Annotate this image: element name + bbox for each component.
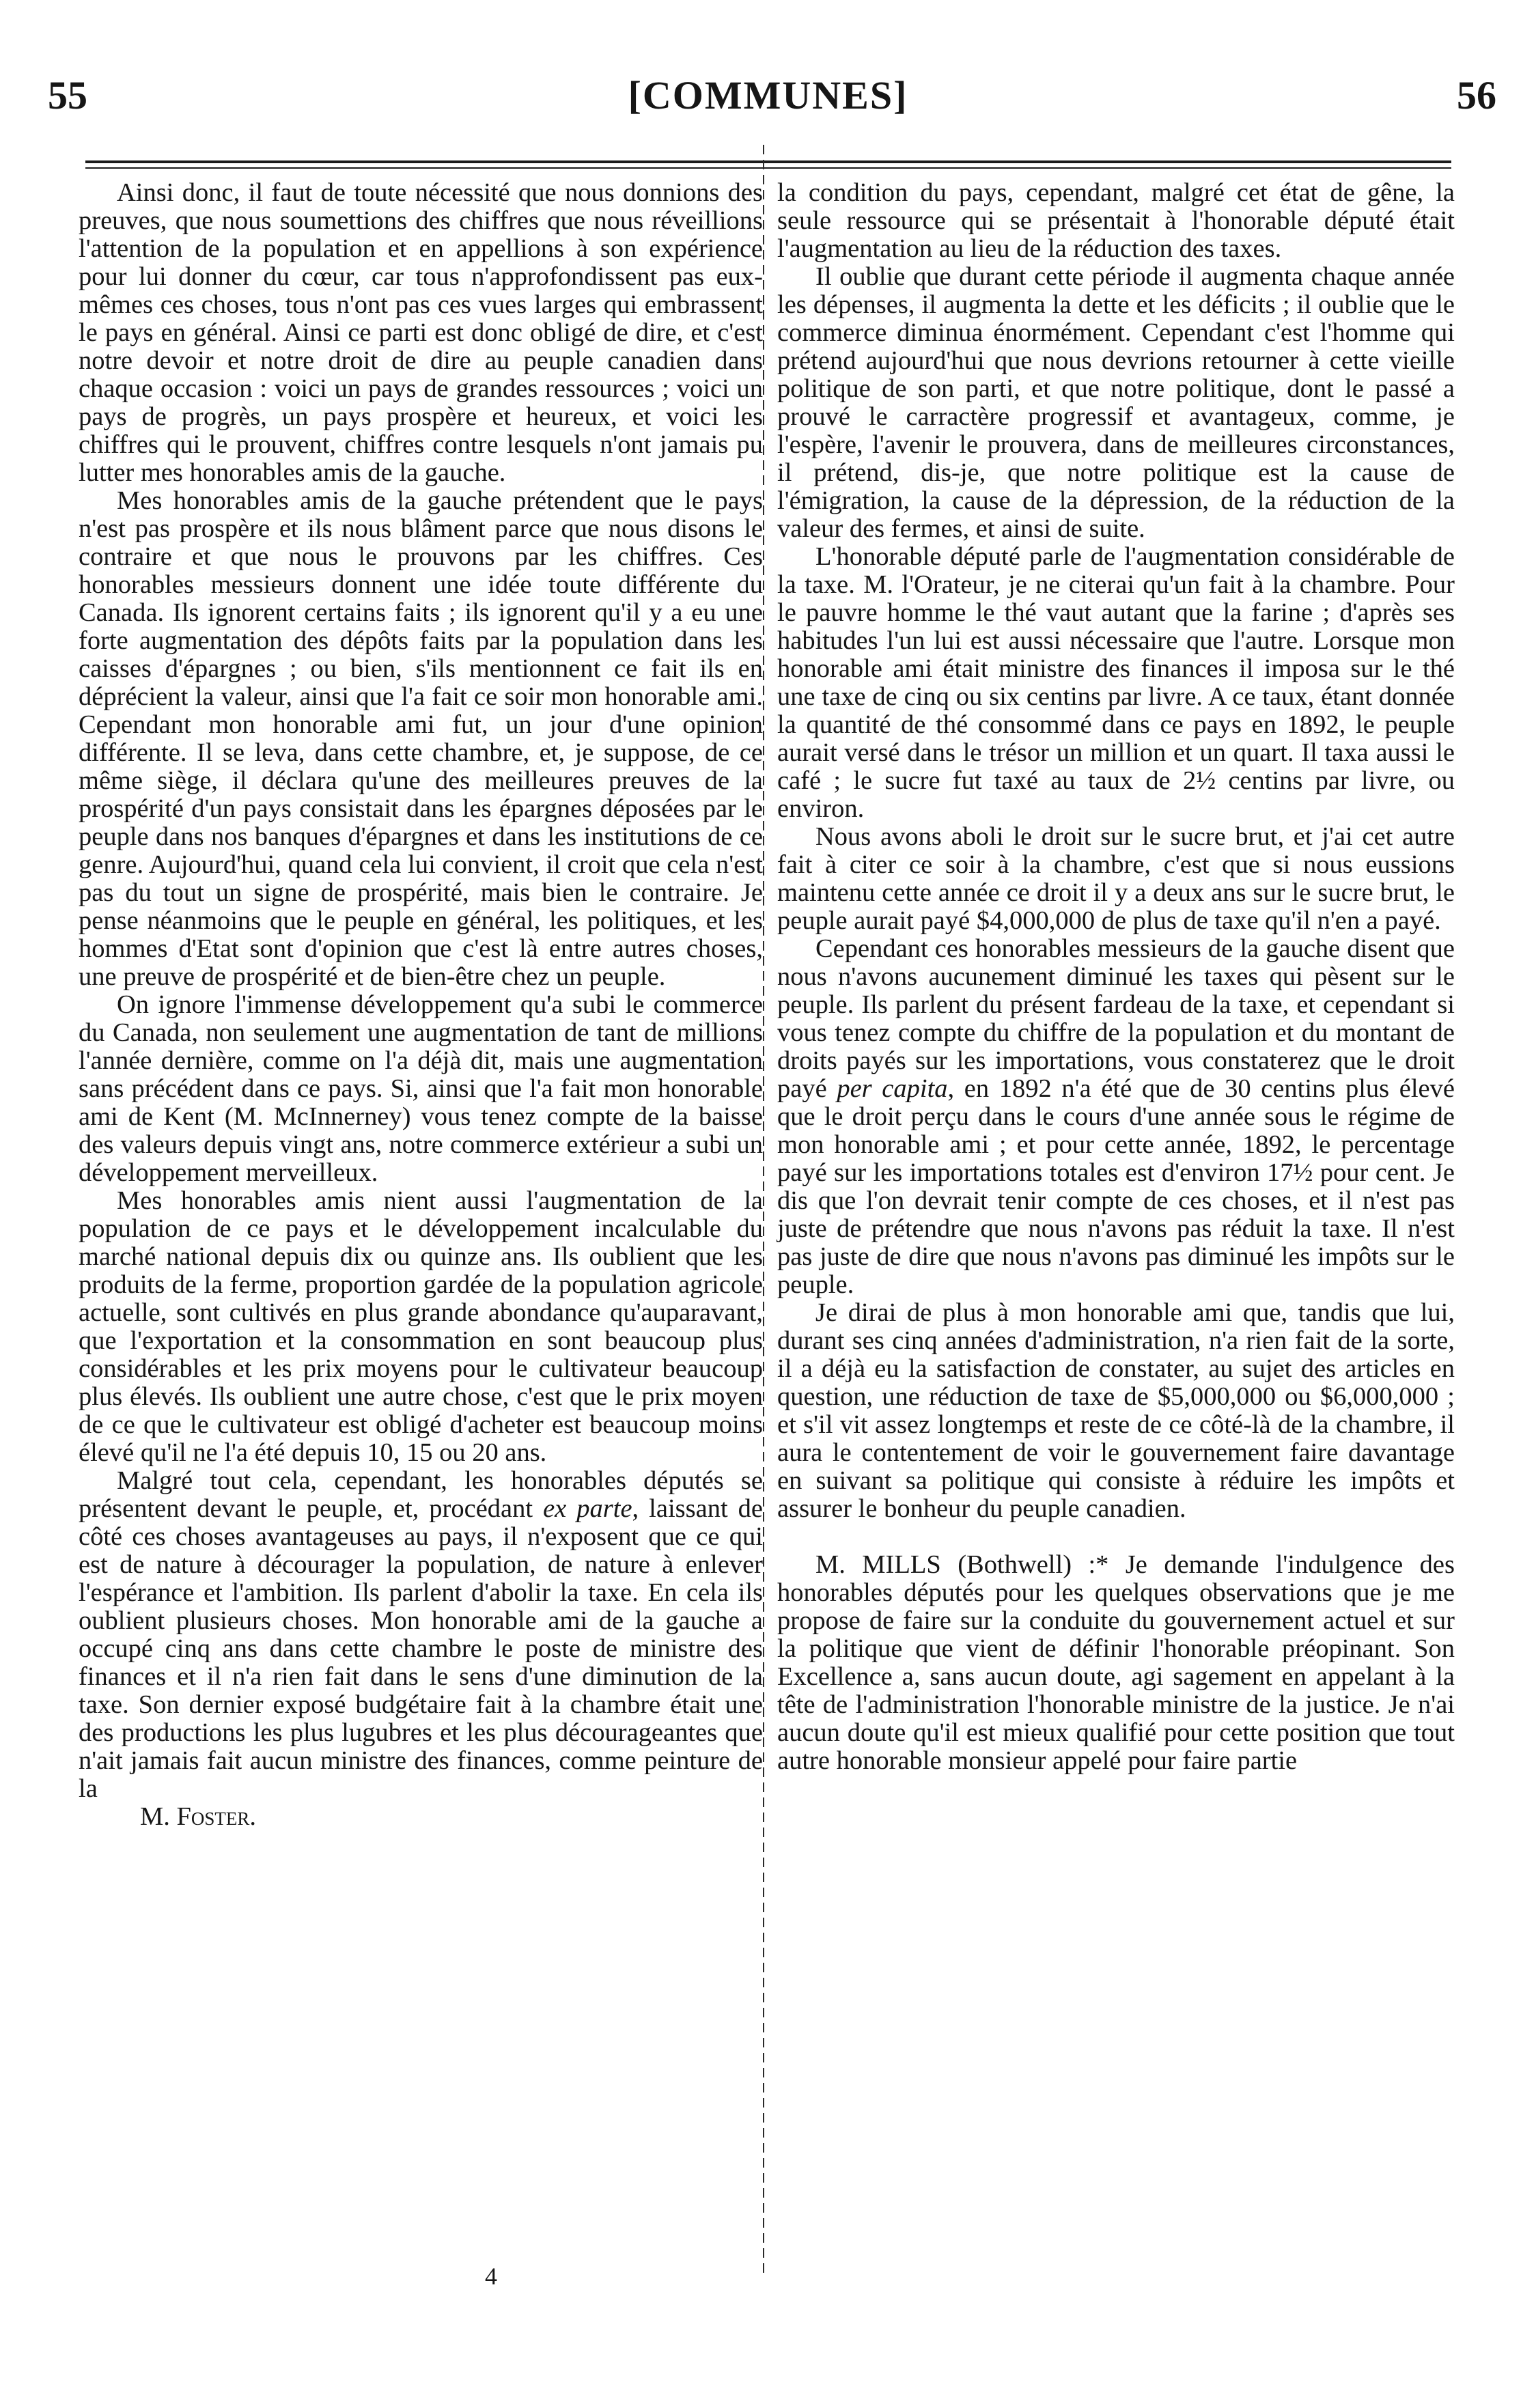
page-header [0, 65, 1536, 126]
paragraph: Mes honorables amis nient aussi l'augmentation de la population de ce pays et le développement incalculable du marché national depuis dix ou quinze ans. Ils oublient que les produits de la ferme, proportion gardée de la population agricole actuelle, sont cultivés en plus grande abondance qu'auparavant, que l'exportation et la consommation en sont beaucoup plus considérables et les prix moyens pour le cultivateur beaucoup plus élevés. Ils oublient une autre chose, c'est que le prix moyen de ce que le cultivateur est obligé d'acheter est beaucoup moins élevé qu'il ne l'a été depuis 10, 15 ou 20 ans. [79, 1186, 763, 1467]
paragraph: la condition du pays, cependant, malgré cet état de gêne, la seule ressource qui se présentait à l'honorable député était l'augmentation au lieu de la réduction des taxes. [777, 178, 1455, 263]
right-column [777, 179, 1455, 1775]
left-column [79, 179, 763, 1831]
column-divider [763, 145, 764, 2276]
text-run: , en 1892 n'a été que de 30 centins plus élevé que le droit perçu dans le cours d'une année sous le régime de mon honorable ami ; et pour cette année, 1892, le percentage payé sur les importations totales est d'environ 17½ pour cent. Je dis que l'on devrait tenir compte de ces choses, et il n'est pas juste de prétendre que nous n'avons pas réduit la taxe. Il n'est pas juste de dire que nous n'avons pas diminué les impôts sur le peuple. [777, 1074, 1455, 1299]
text-run: Malgré tout cela, cependant, les honorables députés se présentent devant le peuple, et, procédant [79, 1466, 763, 1523]
header-rule-thin [85, 167, 1451, 169]
paragraph: L'honorable député parle de l'augmentation considérable de la taxe. M. l'Orateur, je ne citerai qu'un fait à la chambre. Pour le pauvre homme le thé vaut autant que la farine ; d'après ses habitudes l'un lui est aussi nécessaire que l'autre. Lorsque mon honorable ami était ministre des finances il imposa sur le thé une taxe de cinq ou six centins par livre. A ce taux, étant donnée la quantité de thé consommé dans ce pays en 1892, le peuple aurait versé dans le trésor un million et un quart. Il taxa aussi le café ; le sucre fut taxé au taux de 2½ centins par livre, ou environ. [777, 542, 1455, 823]
paragraph [777, 935, 1455, 1299]
page-number-right: 56 [1457, 73, 1496, 117]
speech-paragraph [777, 1551, 1455, 1775]
paragraph [79, 1467, 763, 1803]
paragraph: Il oublie que durant cette période il augmenta chaque année les dépenses, il augmenta la dette et les déficits ; il oublie que le commerce diminua énormément. Cependant c'est l'homme qui prétend aujourd'hui que nous devrions retourner à cette vieille politique de son parti, et que notre politique, dont le passé a prouvé le carractère progressif et avantageux, comme, je l'espère, l'avenir le prouvera, dans de meilleures circonstances, il prétend, dis-je, que notre politique est la cause de l'émigration, la cause de la dépression, de la réduction de la valeur des fermes, et ainsi de suite. [777, 262, 1455, 543]
text-run: (Bothwell) :* Je demande l'indulgence des honorables députés pour les quelques observations que je me propose de faire sur la conduite du gouvernement actuel et sur la politique que vient de définir l'honorable préopinant. Son Excellence a, sans aucun doute, agi sagement en appelant à la tête de l'administration l'honorable ministre de la justice. Je n'ai aucun doute qu'il est mieux qualifié pour cette position que tout autre honorable monsieur appelé pour faire partie [777, 1550, 1455, 1775]
footnote-mark: 4 [485, 2263, 497, 2290]
paragraph: Nous avons aboli le droit sur le sucre brut, et j'ai cet autre fait à citer ce soir à la chambre, c'est que si nous eussions maintenu cette année ce droit il y a deux ans sur le sucre brut, le peuple aurait payé $4,000,000 de plus de taxe qu'il n'en a payé. [777, 822, 1455, 935]
running-title: [COMMUNES] [628, 73, 908, 117]
paragraph: On ignore l'immense développement qu'a subi le commerce du Canada, non seulement une augmentation de tant de millions l'année dernière, comme on l'a déjà dit, mais une augmentation sans précédent dans ce pays. Si, ainsi que l'a fait mon honorable ami de Kent (M. McInnerney) vous tenez compte de la baisse des valeurs depuis vingt ans, notre commerce extérieur a subi un développement merveilleux. [79, 990, 763, 1187]
text-run: Cependant ces honorables messieurs de la gauche disent que nous n'avons aucunement diminué les taxes qui pèsent sur le peuple. Ils parlent du présent fardeau de la taxe, et cependant si vous tenez compte du chiffre de la population et du montant de droits payés sur les importations, vous constaterez que le droit payé [777, 934, 1455, 1103]
italic-phrase: ex parte [543, 1494, 632, 1523]
page-number-left: 55 [48, 73, 87, 117]
italic-phrase: per capita [837, 1074, 948, 1103]
text-run: , laissant de côté ces choses avantageuses au pays, il n'exposent que ce qui est de nature à décourager la population, de nature à enlever l'espérance et l'ambition. Ils parlent d'abolir la taxe. En cela ils oublient plusieurs choses. Mon honorable ami de la gauche a occupé cinq ans dans cette chambre le poste de ministre des finances et il n'a rien fait dans le sens d'une diminution de la taxe. Son dernier exposé budgétaire fait à la chambre était une des productions les plus lugubres et les plus décourageantes que n'ait jamais fait aucun ministre des finances, comme peinture de la [79, 1494, 763, 1803]
paragraph: Je dirai de plus à mon honorable ami que, tandis que lui, durant ses cinq années d'administration, n'a rien fait de la sorte, il a déjà eu la satisfaction de constater, au sujet des articles en question, une réduction de taxe de $5,000,000 ou $6,000,000 ; et s'il vit assez longtemps et reste de ce côté-là de la chambre, il aura le contentement de voir le gouvernement faire davantage en suivant sa politique qui consiste à réduire les impôts et assurer le bonheur du peuple canadien. [777, 1298, 1455, 1523]
speaker-signature: M. Foster. [140, 1802, 257, 1831]
speaker-name: M. MILLS [815, 1550, 941, 1579]
paragraph: Ainsi donc, il faut de toute nécessité que nous donnions des preuves, que nous soumettions des chiffres que nous réveillions l'attention de la population et en appellions à son expérience pour lui donner du cœur, car tous n'approfondissent pas eux-mêmes ces choses, tous n'ont pas ces vues larges qui embrassent le pays en général. Ainsi ce parti est donc obligé de dire, et c'est notre devoir et notre droit de dire au peuple canadien dans chaque occasion : voici un pays de grandes ressources ; voici un pays de progrès, un pays prospère et heureux, et voici les chiffres qui le prouvent, chiffres contre lesquels n'ont jamais pu lutter mes honorables amis de la gauche. [79, 178, 763, 487]
header-rule-thick [85, 160, 1451, 163]
paragraph: Mes honorables amis de la gauche prétendent que le pays n'est pas prospère et ils nous blâment parce que nous disons le contraire et que nous le prouvons par les chiffres. Ces honorables messieurs donnent une idée toute différente du Canada. Ils ignorent certains faits ; ils ignorent qu'il y a eu une forte augmentation des dépôts faits par la population dans les caisses d'épargnes ; ou bien, s'ils mentionnent ce fait ils en déprécient la valeur, ainsi que l'a fait ce soir mon honorable ami. Cependant mon honorable ami fut, un jour d'une opinion différente. Il se leva, dans cette chambre, et, je suppose, de ce même siège, il déclara qu'une des meilleures preuves de la prospérité d'un pays consistait dans les épargnes déposées par le peuple dans nos banques d'épargnes et dans les institutions de ce genre. Aujourd'hui, quand cela lui convient, il croit que cela n'est pas du tout un signe de prospérité, mais bien le contraire. Je pense néanmoins que le peuple en général, les politiques, et les hommes d'Etat sont d'opinion que c'est là entre autres choses, une preuve de prospérité et de bien-être chez un peuple. [79, 486, 763, 991]
